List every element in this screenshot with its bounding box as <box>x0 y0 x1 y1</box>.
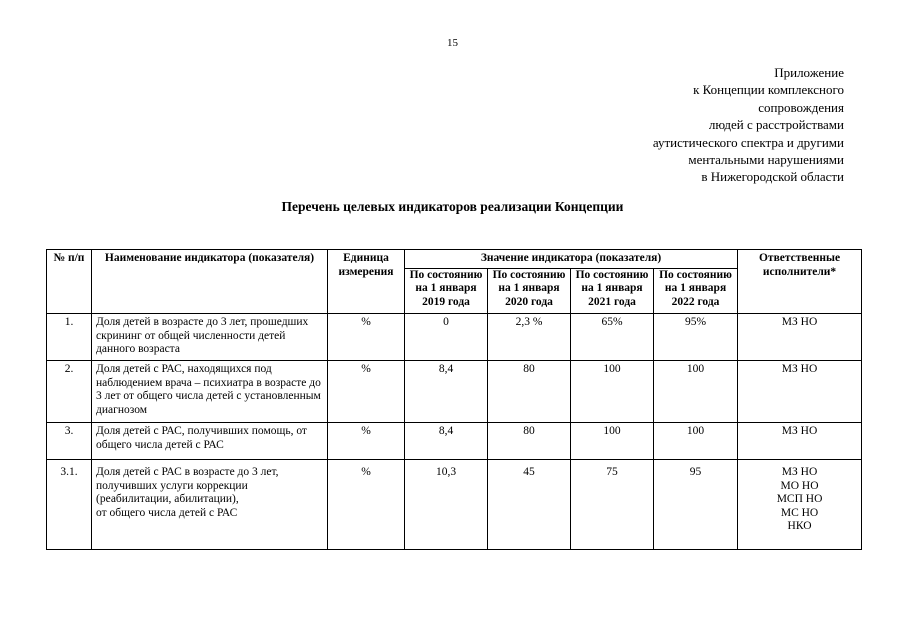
row-value: 10,3 <box>405 460 488 550</box>
row-value: 45 <box>488 460 571 550</box>
header-period <box>488 268 571 314</box>
appendix-line: людей с расстройствами <box>708 117 844 133</box>
period-label: По состоянию на 1 января <box>492 268 566 294</box>
row-num: 3. <box>47 423 92 460</box>
header-value-group: Значение индикатора (показателя) <box>405 250 738 269</box>
row-responsible: МЗ НО <box>738 361 862 423</box>
period-label: По состоянию на 1 января <box>409 268 483 294</box>
period-year: 2021 года <box>588 295 636 308</box>
appendix-line: ментальными нарушениями <box>688 152 844 168</box>
row-indicator-name: Доля детей в возрасте до 3 лет, прошедших скрининг от общей численности детей данного возраста <box>92 314 328 361</box>
indicator-name-line: от общего числа детей с РАС <box>96 506 238 519</box>
row-unit: % <box>328 361 405 423</box>
row-value: 8,4 <box>405 423 488 460</box>
row-value: 95 <box>654 460 738 550</box>
indicator-name-line: Доля детей с РАС в возрасте до 3 лет, <box>96 466 279 478</box>
table-header-row <box>47 250 862 269</box>
indicator-name-line: получивших услуги коррекции <box>96 479 248 492</box>
appendix-line: в Нижегородской области <box>701 169 844 185</box>
document-title: Перечень целевых индикаторов реализации Концепции <box>281 199 624 214</box>
row-value: 8,4 <box>405 361 488 423</box>
appendix-line: к Концепции комплексного <box>693 82 844 98</box>
responsible-item: НКО <box>787 520 812 532</box>
indicator-name-line: (реабилитации, абилитации), <box>96 493 239 505</box>
table-row <box>47 314 862 361</box>
page-number: 15 <box>447 37 458 49</box>
responsible-item: МЗ НО <box>781 466 818 478</box>
responsible-item: МО НО <box>780 479 819 492</box>
row-value: 100 <box>654 361 738 423</box>
row-indicator-name: Доля детей с РАС, получивших помощь, от общего числа детей с РАС <box>92 423 328 460</box>
period-label: По состоянию на 1 января <box>659 268 732 294</box>
row-responsible <box>738 460 862 550</box>
table-row <box>47 361 862 423</box>
row-num: 1. <box>47 314 92 361</box>
header-num: № п/п <box>47 250 92 314</box>
row-indicator-name: Доля детей с РАС, находящихся под наблюдением врача – психиатра в возрасте до 3 лет от общего числа детей с установленным диагнозом <box>92 361 328 423</box>
row-indicator-name <box>92 460 328 550</box>
header-period <box>405 268 488 314</box>
table-row <box>47 423 862 460</box>
appendix-line: Приложение <box>774 65 844 80</box>
header-period <box>654 268 738 314</box>
row-value: 65% <box>571 314 654 361</box>
appendix-line: сопровождения <box>758 99 844 115</box>
responsible-item: МСП НО <box>776 493 823 505</box>
row-responsible: МЗ НО <box>738 423 862 460</box>
row-unit: % <box>328 460 405 550</box>
row-num: 2. <box>47 361 92 423</box>
header-period <box>571 268 654 314</box>
row-value: 80 <box>488 423 571 460</box>
period-label: По состоянию на 1 января <box>575 268 649 294</box>
header-name: Наименование индикатора (показателя) <box>92 250 328 314</box>
table-row <box>47 460 862 550</box>
header-unit: Единица измерения <box>328 250 405 314</box>
row-value: 75 <box>571 460 654 550</box>
row-responsible: МЗ НО <box>738 314 862 361</box>
appendix-note <box>653 64 844 186</box>
row-value: 100 <box>654 423 738 460</box>
row-unit: % <box>328 314 405 361</box>
period-year: 2020 года <box>505 295 553 308</box>
row-value: 0 <box>405 314 488 361</box>
row-num: 3.1. <box>47 460 92 550</box>
row-value: 100 <box>571 423 654 460</box>
period-year: 2019 года <box>422 295 470 308</box>
period-year: 2022 года <box>671 295 720 308</box>
row-value: 80 <box>488 361 571 423</box>
row-value: 2,3 % <box>488 314 571 361</box>
row-value: 100 <box>571 361 654 423</box>
indicators-table <box>46 249 862 550</box>
appendix-line: аутистического спектра и другими <box>652 134 844 150</box>
row-unit: % <box>328 423 405 460</box>
header-responsible: Ответственные исполнители* <box>738 250 862 314</box>
responsible-item: МС НО <box>780 506 819 519</box>
row-value: 95% <box>654 314 738 361</box>
